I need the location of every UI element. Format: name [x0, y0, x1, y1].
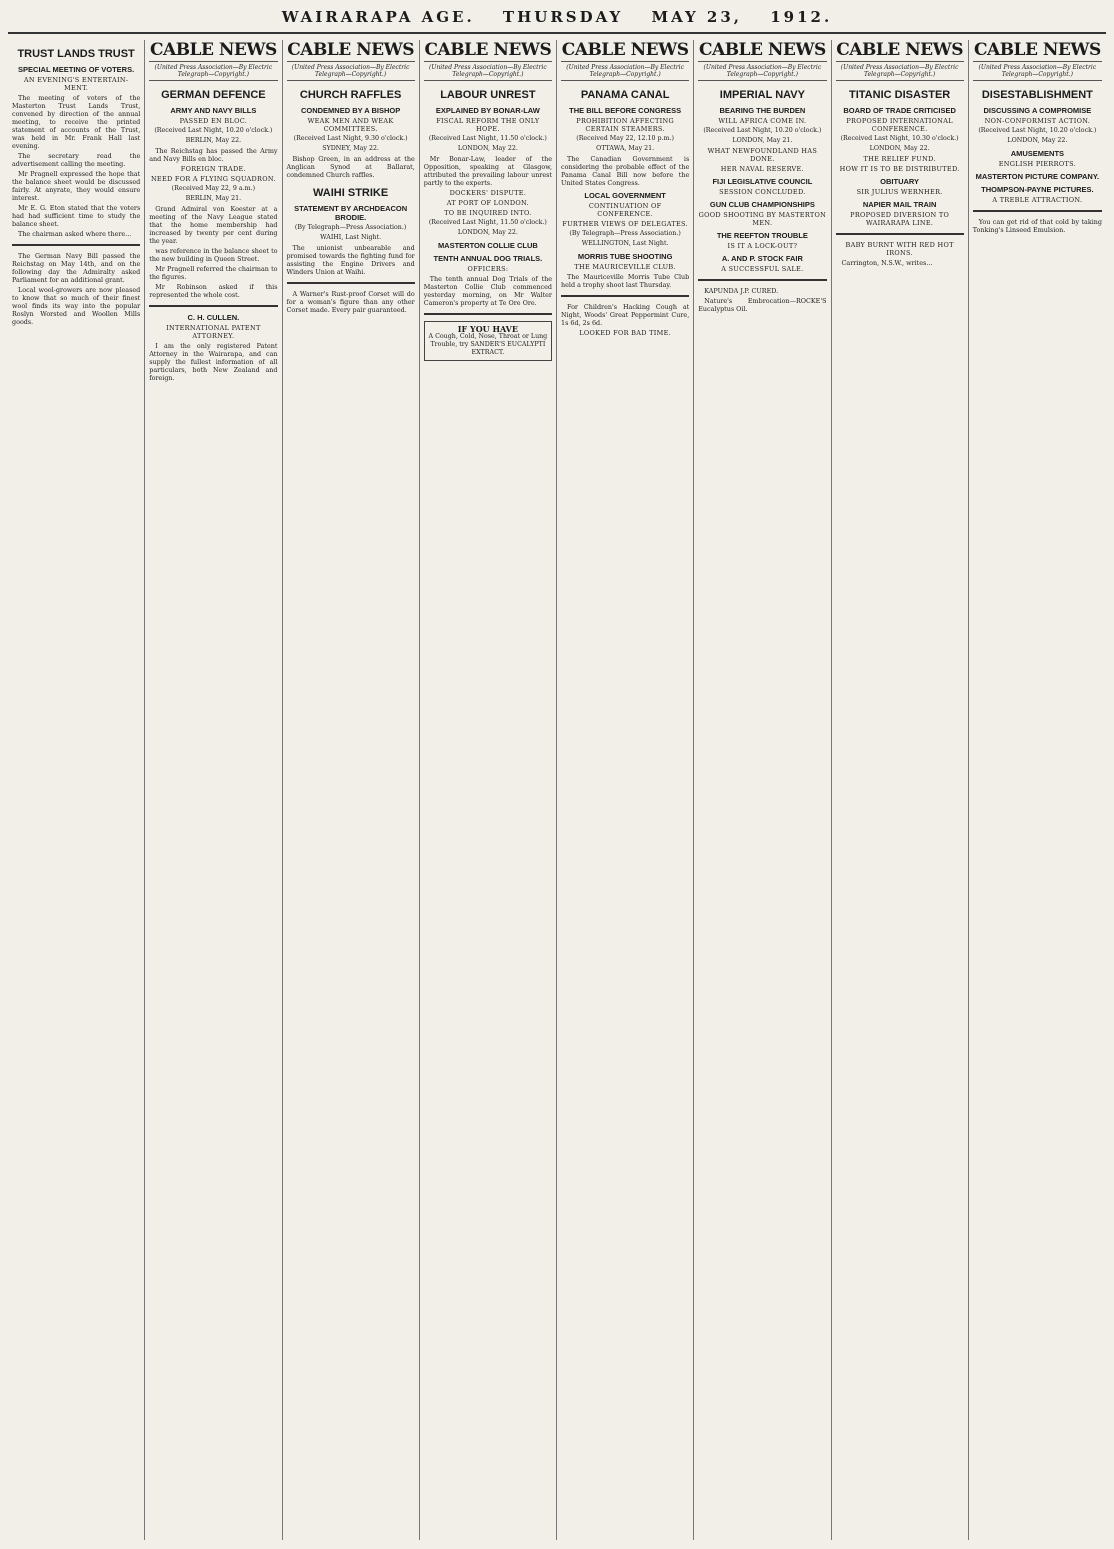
article-headline: AN EVENING'S ENTERTAIN-MENT. — [23, 76, 129, 92]
page-column — [969, 40, 1106, 1540]
dateline: (Received Last Night, 11.50 o'clock.) — [428, 219, 547, 226]
article-headline: SPECIAL MEETING OF VOTERS. — [18, 65, 135, 74]
article-paragraph: Mr Pragnell referred the chairman to the figures. — [149, 265, 278, 281]
dateline: SYDNEY, May 22. — [322, 145, 379, 152]
article-headline: STATEMENT BY ARCHDEACON BRODIE. — [294, 204, 408, 222]
page-column — [8, 40, 145, 1540]
dateline: OTTAWA, May 21. — [596, 145, 655, 152]
article-headline: BABY BURNT WITH RED HOT IRONS. — [845, 241, 954, 257]
article-paragraph: The chairman asked where there... — [18, 230, 132, 238]
article-headline: IMPERIAL NAVY — [719, 89, 805, 101]
ad-text: A Cough, Cold, Nose, Throat or Lung Trouble, try SANDER'S EUCALYPTI EXTRACT. — [428, 333, 548, 356]
column-divider — [836, 233, 964, 235]
article-paragraph: A Warner's Rust-proof Corset will do for a woman's figure than any other Corset made. Every pair guaranteed. — [286, 290, 415, 314]
dateline: (Received Last Night, 10.20 o'clock.) — [154, 127, 273, 134]
article-headline: A TREBLE ATTRACTION. — [992, 196, 1083, 204]
article-paragraph: Mr E. G. Eton stated that the voters had had sufficient time to study the balance sheet. — [12, 204, 141, 228]
article-headline: WAIHI STRIKE — [313, 187, 389, 199]
dateline: WELLINGTON, Last Night. — [581, 240, 669, 247]
column-credit: (United Press Association—By Electric Telegraph—Copyright.) — [149, 64, 277, 81]
dateline: (Received May 22, 9 a.m.) — [171, 185, 256, 192]
dateline: (Received Last Night, 10.20 o'clock.) — [703, 127, 822, 134]
column-credit: (United Press Association—By Electric Telegraph—Copyright.) — [424, 64, 552, 81]
article-paragraph: The Reichstag has passed the Army and Navy Bills en bloc. — [149, 147, 278, 163]
page-column — [145, 40, 282, 1540]
article-paragraph: The secretary read the advertisement calling the meeting. — [12, 152, 141, 168]
article-headline: SESSION CONCLUDED. — [719, 188, 806, 196]
article-paragraph: Mr Bonar-Law, leader of the Opposition, speaking at Glasgow, attributed the prevailing labour unrest partly to the experts. — [423, 155, 552, 187]
article-headline: MORRIS TUBE SHOOTING — [577, 252, 673, 261]
masthead — [8, 6, 1106, 34]
column-credit: (United Press Association—By Electric Telegraph—Copyright.) — [287, 64, 415, 81]
article-headline: OFFICERS: — [467, 265, 509, 273]
article-headline: A SUCCESSFUL SALE. — [721, 265, 804, 273]
dateline: (Received May 22, 12.10 p.m.) — [576, 135, 675, 142]
article-paragraph: The Canadian Government is considering the probable effect of the Panama Canal Bill now before the United States Congress. — [561, 155, 690, 187]
article-paragraph: I am the only registered Patent Attorney in the Wairarapa, and can supply the fullest information of all particulars, both New Zealand and foreign. — [149, 342, 278, 382]
page-column — [557, 40, 694, 1540]
article-headline: TO BE INQUIRED INTO. — [444, 209, 532, 217]
article-headline: PROPOSED DIVERSION TO WAIRARAPA LINE. — [850, 211, 950, 227]
dateline: (By Telegraph—Press Association.) — [294, 224, 407, 231]
article-headline: BOARD OF TRADE CRITICISED — [843, 106, 956, 115]
dateline: WAIHI, Last Night. — [320, 234, 382, 241]
column-banner: CABLE NEWS — [561, 40, 689, 60]
article-headline: THE MAURICEVILLE CLUB. — [574, 263, 676, 271]
column-divider — [424, 313, 552, 315]
column-banner: CABLE NEWS — [698, 40, 826, 60]
page-column — [832, 40, 969, 1540]
dateline: (Received Last Night, 10.30 o'clock.) — [840, 135, 959, 142]
article-headline: DISESTABLISHMENT — [981, 89, 1093, 101]
article-headline: DISCUSSING A COMPROMISE — [983, 106, 1092, 115]
column-divider — [973, 210, 1102, 212]
dateline: BERLIN, May 22. — [185, 137, 242, 144]
dateline: LONDON, May 22. — [869, 145, 930, 152]
article-paragraph: You can get rid of that cold by taking Tonking's Linseed Emulsion. — [972, 218, 1102, 234]
article-headline: ARMY AND NAVY BILLS — [170, 106, 257, 115]
column-banner: CABLE NEWS — [836, 40, 964, 60]
dateline: (Received Last Night, 9.30 o'clock.) — [293, 135, 408, 142]
article-headline: GOOD SHOOTING BY MASTERTON MEN. — [698, 211, 827, 227]
masthead-date: MAY 23, — [651, 8, 742, 26]
dateline: LONDON, May 22. — [1007, 137, 1068, 144]
article-headline: PASSED EN BLOC. — [179, 117, 248, 125]
article-headline: THE RELIEF FUND. — [863, 155, 936, 163]
article-headline: FISCAL REFORM THE ONLY HOPE. — [436, 117, 540, 133]
article-headline: SIR JULIUS WERNHER. — [856, 188, 943, 196]
page-column — [420, 40, 557, 1540]
article-headline: HER NAVAL RESERVE. — [720, 165, 804, 173]
column-divider — [12, 244, 140, 246]
article-headline: FIJI LEGISLATIVE COUNCIL — [712, 177, 813, 186]
column-banner: CABLE NEWS — [149, 40, 277, 60]
article-headline: LOOKED FOR BAD TIME. — [579, 329, 672, 337]
article-headline: AT PORT OF LONDON. — [446, 199, 529, 207]
article-paragraph: Mr Robinson asked if this represented the whole cost. — [149, 283, 278, 299]
dateline: LONDON, May 21. — [732, 137, 793, 144]
article-headline: FURTHER VIEWS OF DELEGATES. — [562, 220, 688, 228]
column-divider — [287, 282, 415, 284]
article-headline: HOW IT IS TO BE DISTRIBUTED. — [839, 165, 960, 173]
article-headline: THE BILL BEFORE CONGRESS — [569, 106, 682, 115]
dateline: (Received Last Night, 10.20 o'clock.) — [978, 127, 1097, 134]
article-paragraph: The German Navy Bill passed the Reichstag on May 14th, and on the following day the Admiralty asked Parliament for an additional grant. — [12, 252, 141, 284]
article-headline: PROPOSED INTERNATIONAL CONFERENCE. — [846, 117, 953, 133]
masthead-paper: WAIRARAPA AGE. — [281, 8, 475, 26]
article-headline: PANAMA CANAL — [580, 89, 670, 101]
article-headline: IS IT A LOCK-OUT? — [727, 242, 798, 250]
page-column — [283, 40, 420, 1540]
ad-headline: IF YOU HAVE — [457, 324, 518, 334]
article-headline: GUN CLUB CHAMPIONSHIPS — [709, 200, 815, 209]
article-headline: DOCKERS' DISPUTE. — [449, 189, 527, 197]
column-credit: (United Press Association—By Electric Telegraph—Copyright.) — [836, 64, 964, 81]
column-divider — [149, 305, 277, 307]
article-headline: GERMAN DEFENCE — [161, 89, 266, 101]
article-headline: AMUSEMENTS — [1010, 149, 1065, 158]
page-column — [694, 40, 831, 1540]
article-paragraph: Mr Pragnell expressed the hope that the balance sheet would be discussed fairly. At anyrate, they would ensure interest. — [12, 170, 141, 202]
article-headline: EXPLAINED BY BONAR-LAW — [435, 106, 540, 115]
article-paragraph: The Mauriceville Morris Tube Club held a trophy shoot last Thursday. — [561, 273, 690, 289]
article-headline: C. H. CULLEN. — [187, 313, 240, 322]
article-headline: LABOUR UNREST — [440, 89, 536, 101]
article-paragraph: Grand Admiral von Koester at a meeting of the Navy League stated that the home membership had increased by twenty per cent during the year. — [149, 205, 278, 245]
article-headline: THE REEFTON TROUBLE — [716, 231, 808, 240]
column-divider — [561, 295, 689, 297]
article-headline: OBITUARY — [880, 177, 920, 186]
article-headline: FOREIGN TRADE. — [180, 165, 246, 173]
article-headline: CONDEMNED BY A BISHOP — [300, 106, 401, 115]
article-headline: INTERNATIONAL PATENT ATTORNEY. — [166, 324, 261, 340]
article-headline: BEARING THE BURDEN — [719, 106, 806, 115]
dateline: LONDON, May 22. — [457, 145, 518, 152]
column-credit: (United Press Association—By Electric Telegraph—Copyright.) — [561, 64, 689, 81]
article-headline: TENTH ANNUAL DOG TRIALS. — [433, 254, 543, 263]
dateline: LONDON, May 22. — [457, 229, 518, 236]
masthead-day: THURSDAY — [502, 8, 624, 26]
article-headline: MASTERTON COLLIE CLUB — [437, 241, 538, 250]
article-paragraph: was reference in the balance sheet to the new building in Queen Street. — [149, 247, 278, 263]
article-headline: CHURCH RAFFLES — [299, 89, 402, 101]
article-headline: PROHIBITION AFFECTING CERTAIN STEAMERS. — [576, 117, 674, 133]
article-headline: NAPIER MAIL TRAIN — [862, 200, 937, 209]
article-headline: TRUST LANDS TRUST — [17, 48, 135, 60]
columns — [8, 40, 1106, 1540]
article-paragraph: Nature's Embrocation—ROCKE'S Eucalyptus Oil. — [698, 297, 827, 313]
article-paragraph: The meeting of voters of the Masterton Trust Lands Trust, convened by direction of the annual meeting, to receive the printed statement of accounts of the Trust, was held in Mr. Frank Hall last evening. — [12, 94, 141, 150]
article-paragraph: For Children's Hacking Cough at Night, Woods' Great Peppermint Cure, 1s 6d, 2s 6d. — [561, 303, 690, 327]
column-credit: (United Press Association—By Electric Telegraph—Copyright.) — [698, 64, 826, 81]
article-headline: TITANIC DISASTER — [849, 89, 951, 101]
article-paragraph: Bishop Green, in an address at the Anglican Synod at Ballarat, condemned Church raffles. — [286, 155, 415, 179]
article-headline: CONTINUATION OF CONFERENCE. — [588, 202, 662, 218]
article-paragraph: The tenth annual Dog Trials of the Masterton Collie Club commenced yesterday morning, on Mr Walter Cameron's property at Te Ore Ore. — [423, 275, 552, 307]
advertisement — [424, 321, 552, 361]
dateline: BERLIN, May 21. — [185, 195, 242, 202]
dateline: (Received Last Night, 11.50 o'clock.) — [428, 135, 547, 142]
article-headline: NON-CONFORMIST ACTION. — [984, 117, 1091, 125]
column-banner: CABLE NEWS — [287, 40, 415, 60]
article-paragraph: The unionist unbearable and promised towards the fighting fund for assisting the Engine Drivers and Winders Union at Waihi. — [286, 244, 415, 276]
column-credit: (United Press Association—By Electric Telegraph—Copyright.) — [973, 64, 1102, 81]
article-headline: ENGLISH PIERROTS. — [998, 160, 1076, 168]
article-headline: LOCAL GOVERNMENT — [584, 191, 666, 200]
article-headline: NEED FOR A FLYING SQUADRON. — [150, 175, 276, 183]
article-paragraph: Carrington, N.S.W., writes... — [841, 259, 933, 267]
article-headline: WILL AFRICA COME IN. — [718, 117, 807, 125]
article-paragraph: KAPUNDA J.P. CURED. — [704, 287, 779, 295]
article-headline: MASTERTON PICTURE COMPANY. — [975, 172, 1100, 181]
article-headline: A. AND P. STOCK FAIR — [721, 254, 803, 263]
masthead-year: 1912. — [770, 8, 833, 26]
article-headline: WEAK MEN AND WEAK COMMITTEES. — [307, 117, 394, 133]
article-headline: THOMPSON-PAYNE PICTURES. — [981, 185, 1094, 194]
dateline: (By Telegraph—Press Association.) — [569, 230, 681, 237]
article-headline: WHAT NEWFOUNDLAND HAS DONE. — [707, 147, 818, 163]
article-paragraph: Local wool-growers are now pleased to know that so much of their finest wool finds its way into the popular Roslyn Worsted and Woollen Mills goods. — [12, 286, 141, 326]
column-divider — [698, 279, 826, 281]
column-banner: CABLE NEWS — [424, 40, 552, 60]
column-banner: CABLE NEWS — [973, 40, 1101, 60]
